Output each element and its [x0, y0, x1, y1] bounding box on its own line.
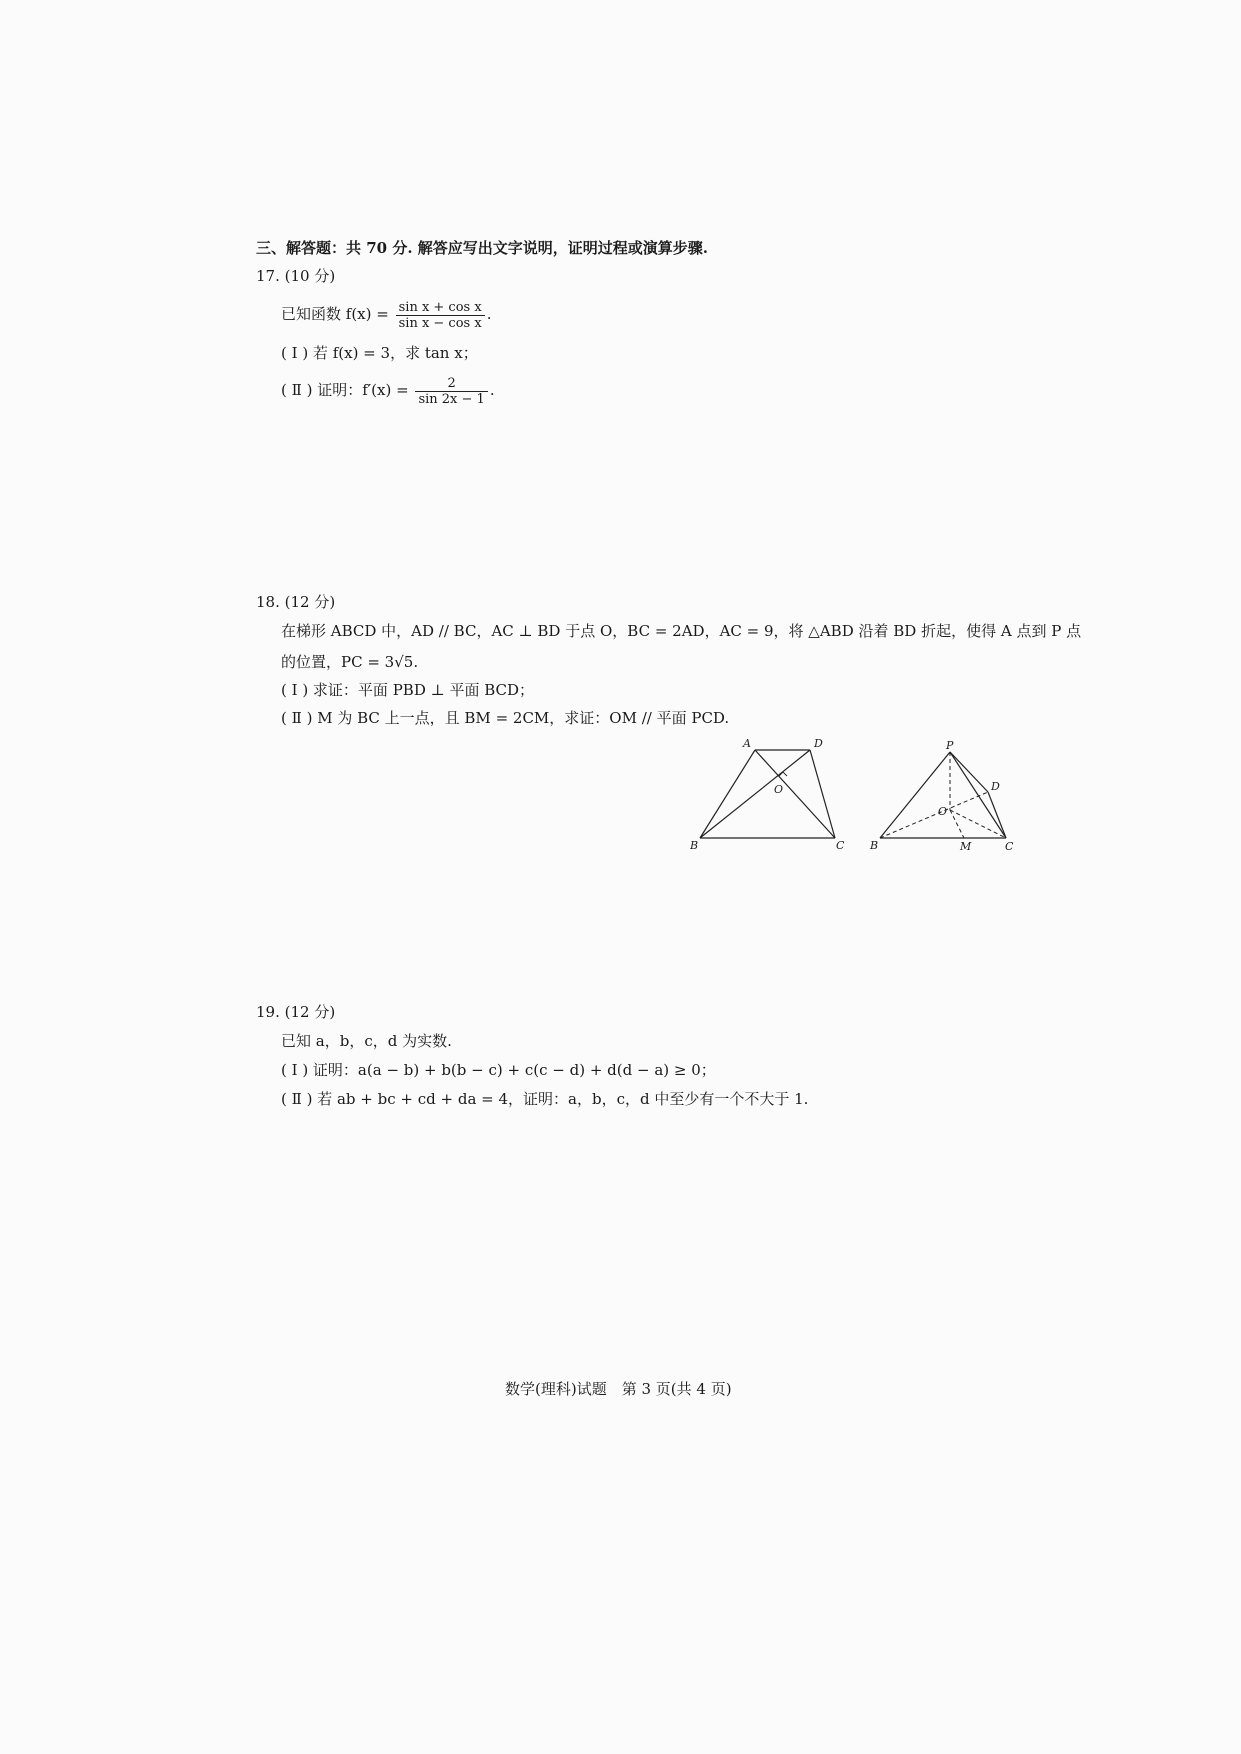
q18-line2: 的位置，PC = 3√5.	[281, 653, 419, 671]
dashed-OC	[950, 810, 1006, 838]
label-O: O	[938, 805, 948, 818]
q17-fraction-numerator: sin x + cos x	[396, 300, 485, 316]
q18-heading: 18. (12 分)	[256, 593, 336, 611]
q17-part2	[281, 372, 495, 408]
label-C: C	[836, 839, 845, 852]
pyramid-figure	[868, 740, 1018, 855]
segment-AB	[700, 750, 755, 838]
diagonal-BD	[700, 750, 810, 838]
q17-part2-fraction	[415, 376, 487, 407]
q19-intro: 已知 a，b，c，d 为实数.	[281, 1032, 452, 1050]
trapezoid-figure	[690, 735, 850, 855]
label-B: B	[690, 839, 699, 852]
q17-fraction	[396, 300, 485, 331]
dashed-BD	[880, 792, 988, 838]
q17-intro	[281, 296, 491, 332]
q17-part2-denominator: sin 2x − 1	[418, 391, 485, 407]
q18-part1: ( Ⅰ ) 求证：平面 PBD ⊥ 平面 BCD；	[281, 681, 535, 699]
q17-intro-suffix: .	[486, 305, 492, 323]
label-D: D	[814, 737, 823, 750]
q19-heading: 19. (12 分)	[256, 1003, 336, 1021]
label-D: D	[991, 780, 1000, 793]
label-A: A	[743, 737, 751, 750]
label-P: P	[946, 740, 954, 752]
q17-part2-prefix: ( Ⅱ ) 证明：f′(x) =	[281, 381, 409, 399]
q17-part2-numerator: 2	[415, 376, 487, 392]
section-header: 三、解答题：共 70 分. 解答应写出文字说明，证明过程或演算步骤.	[256, 239, 708, 257]
q17-part2-suffix: .	[489, 381, 495, 399]
segment-PC	[950, 752, 1006, 838]
label-B: B	[870, 839, 879, 852]
q17-heading: 17. (10 分)	[256, 267, 336, 285]
q17-fraction-denominator: sin x − cos x	[398, 315, 482, 331]
q18-line1: 在梯形 ABCD 中，AD // BC，AC ⊥ BD 于点 O，BC = 2AD，AC = 9，将 △ABD 沿着 BD 折起，使得 A 点到 P 点	[281, 622, 1082, 640]
label-M: M	[960, 840, 972, 853]
q17-part1: ( Ⅰ ) 若 f(x) = 3，求 tan x；	[281, 344, 478, 362]
label-O: O	[774, 783, 784, 796]
q19-part2: ( Ⅱ ) 若 ab + bc + cd + da = 4，证明：a，b，c，d 中至少有一个不大于 1.	[281, 1090, 809, 1108]
segment-PD	[950, 752, 988, 792]
q18-part2: ( Ⅱ ) M 为 BC 上一点，且 BM = 2CM，求证：OM // 平面 PCD.	[281, 709, 730, 727]
segment-PB	[880, 752, 950, 838]
q17-intro-prefix: 已知函数 f(x) =	[281, 305, 389, 323]
page-footer: 数学(理科)试题 第 3 页(共 4 页)	[505, 1380, 732, 1398]
dashed-OM	[950, 810, 964, 838]
label-C: C	[1005, 840, 1014, 853]
q19-part1: ( Ⅰ ) 证明：a(a − b) + b(b − c) + c(c − d) + d(d − a) ≥ 0；	[281, 1061, 716, 1079]
